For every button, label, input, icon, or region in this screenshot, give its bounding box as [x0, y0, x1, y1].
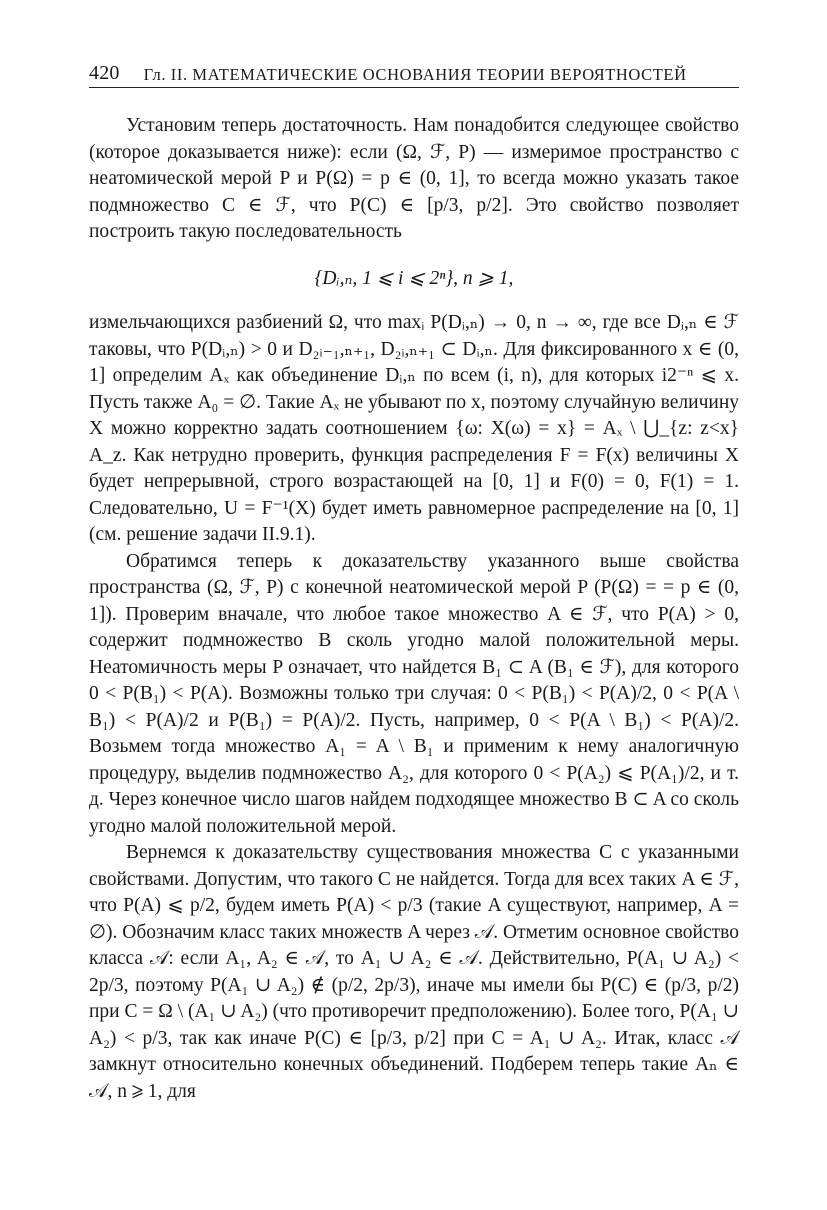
display-formula: {Dᵢ,ₙ, 1 ⩽ i ⩽ 2ⁿ}, n ⩾ 1,: [314, 267, 514, 289]
running-title: Гл. II. МАТЕМАТИЧЕСКИЕ ОСНОВАНИЯ ТЕОРИИ ВЕРОЯТНОСТЕЙ: [143, 65, 687, 84]
book-page: [89, 0, 739, 1210]
paragraph-existence-of-c: Вернемся к доказательству существования множества C с указанными свойствами. Допустим, что такого C не найдется. Тогда для всех таких A ∈ ℱ, что P(A) ⩽ p/2, будем иметь P(A) < p/3 (такие A существуют, например, A = ∅). Обозначим класс таких множеств A через 𝒜. Отметим основное свойство класса 𝒜: если A₁, A₂ ∈ 𝒜, то A₁ ∪ A₂ ∈ 𝒜. Действительно, P(A₁ ∪ A₂) < 2p/3, поэтому P(A₁ ∪ A₂) ∉ (p/2, 2p/3), иначе мы имели бы P(C) ∈ (p/3, p/2) при C = Ω \ (A₁ ∪ A₂) (что противоречит предположению). Более того, P(A₁ ∪ A₂) < p/3, так как иначе P(C) ∈ [p/3, p/2] при C = A₁ ∪ A₂. Итак, класс 𝒜 замкнут относительно конечных объединений. Подберем теперь такие Aₙ ∈ 𝒜, n ⩾ 1, для: [89, 842, 739, 1102]
page-header: [89, 58, 739, 88]
page-number: 420: [89, 62, 120, 84]
main-text: [89, 113, 739, 1105]
paragraph-partitions: измельчающихся разбиений Ω, что maxᵢ P(Dᵢ,ₙ) → 0, n → ∞, где все Dᵢ,ₙ ∈ ℱ таковы, что P(Dᵢ,ₙ) > 0 и D₂ᵢ₋₁,ₙ₊₁, D₂ᵢ,ₙ₊₁ ⊂ Dᵢ,ₙ. Для фиксированного x ∈ (0, 1] определим Aₓ как объединение Dᵢ,ₙ по всем (i, n), для которых i2⁻ⁿ ⩽ x. Пусть также A₀ = ∅. Такие Aₓ не убывают по x, поэтому случайную величину X можно корректно задать соотношением {ω: X(ω) = x} = Aₓ \ ⋃_{z: z<x} A_z. Как нетрудно проверить, функция распределения F = F(x) величины X будет непрерывной, строго возрастающей на [0, 1] и F(0) = 0, F(1) = 1. Следовательно, U = F⁻¹(X) будет иметь равномерное распределение на [0, 1] (см. решение задачи II.9.1).: [89, 312, 739, 545]
paragraph-sufficiency: Установим теперь достаточность. Нам понадобится следующее свойство (которое доказывается ниже): если (Ω, ℱ, P) — измеримое пространство с неатомической мерой P и P(Ω) = p ∈ (0, 1], то всегда можно указать такое подмножество C ∈ ℱ, что P(C) ∈ [p/3, p/2]. Это свойство позволяет построить такую последовательность: [89, 115, 739, 242]
paragraph-nonatomic-property: Обратимся теперь к доказательству указанного выше свойства пространства (Ω, ℱ, P) с конечной неатомической мерой P (P(Ω) = = p ∈ (0, 1]). Проверим вначале, что любое такое множество A ∈ ℱ, что P(A) > 0, содержит подмножество B сколь угодно малой положительной меры. Неатомичность меры P означает, что найдется B₁ ⊂ A (B₁ ∈ ℱ), для которого 0 < P(B₁) < P(A). Возможны только три случая: 0 < P(B₁) < P(A)/2, 0 < P(A \ B₁) < P(A)/2 и P(B₁) = P(A)/2. Пусть, например, 0 < P(A \ B₁) < P(A)/2. Возьмем тогда множество A₁ = A \ B₁ и применим к нему аналогичную процедуру, выделив подмножество A₂, для которого 0 < P(A₂) ⩽ P(A₁)/2, и т. д. Через конечное число шагов найдем подходящее множество B ⊂ A со сколь угодно малой положительной мерой.: [89, 550, 739, 837]
